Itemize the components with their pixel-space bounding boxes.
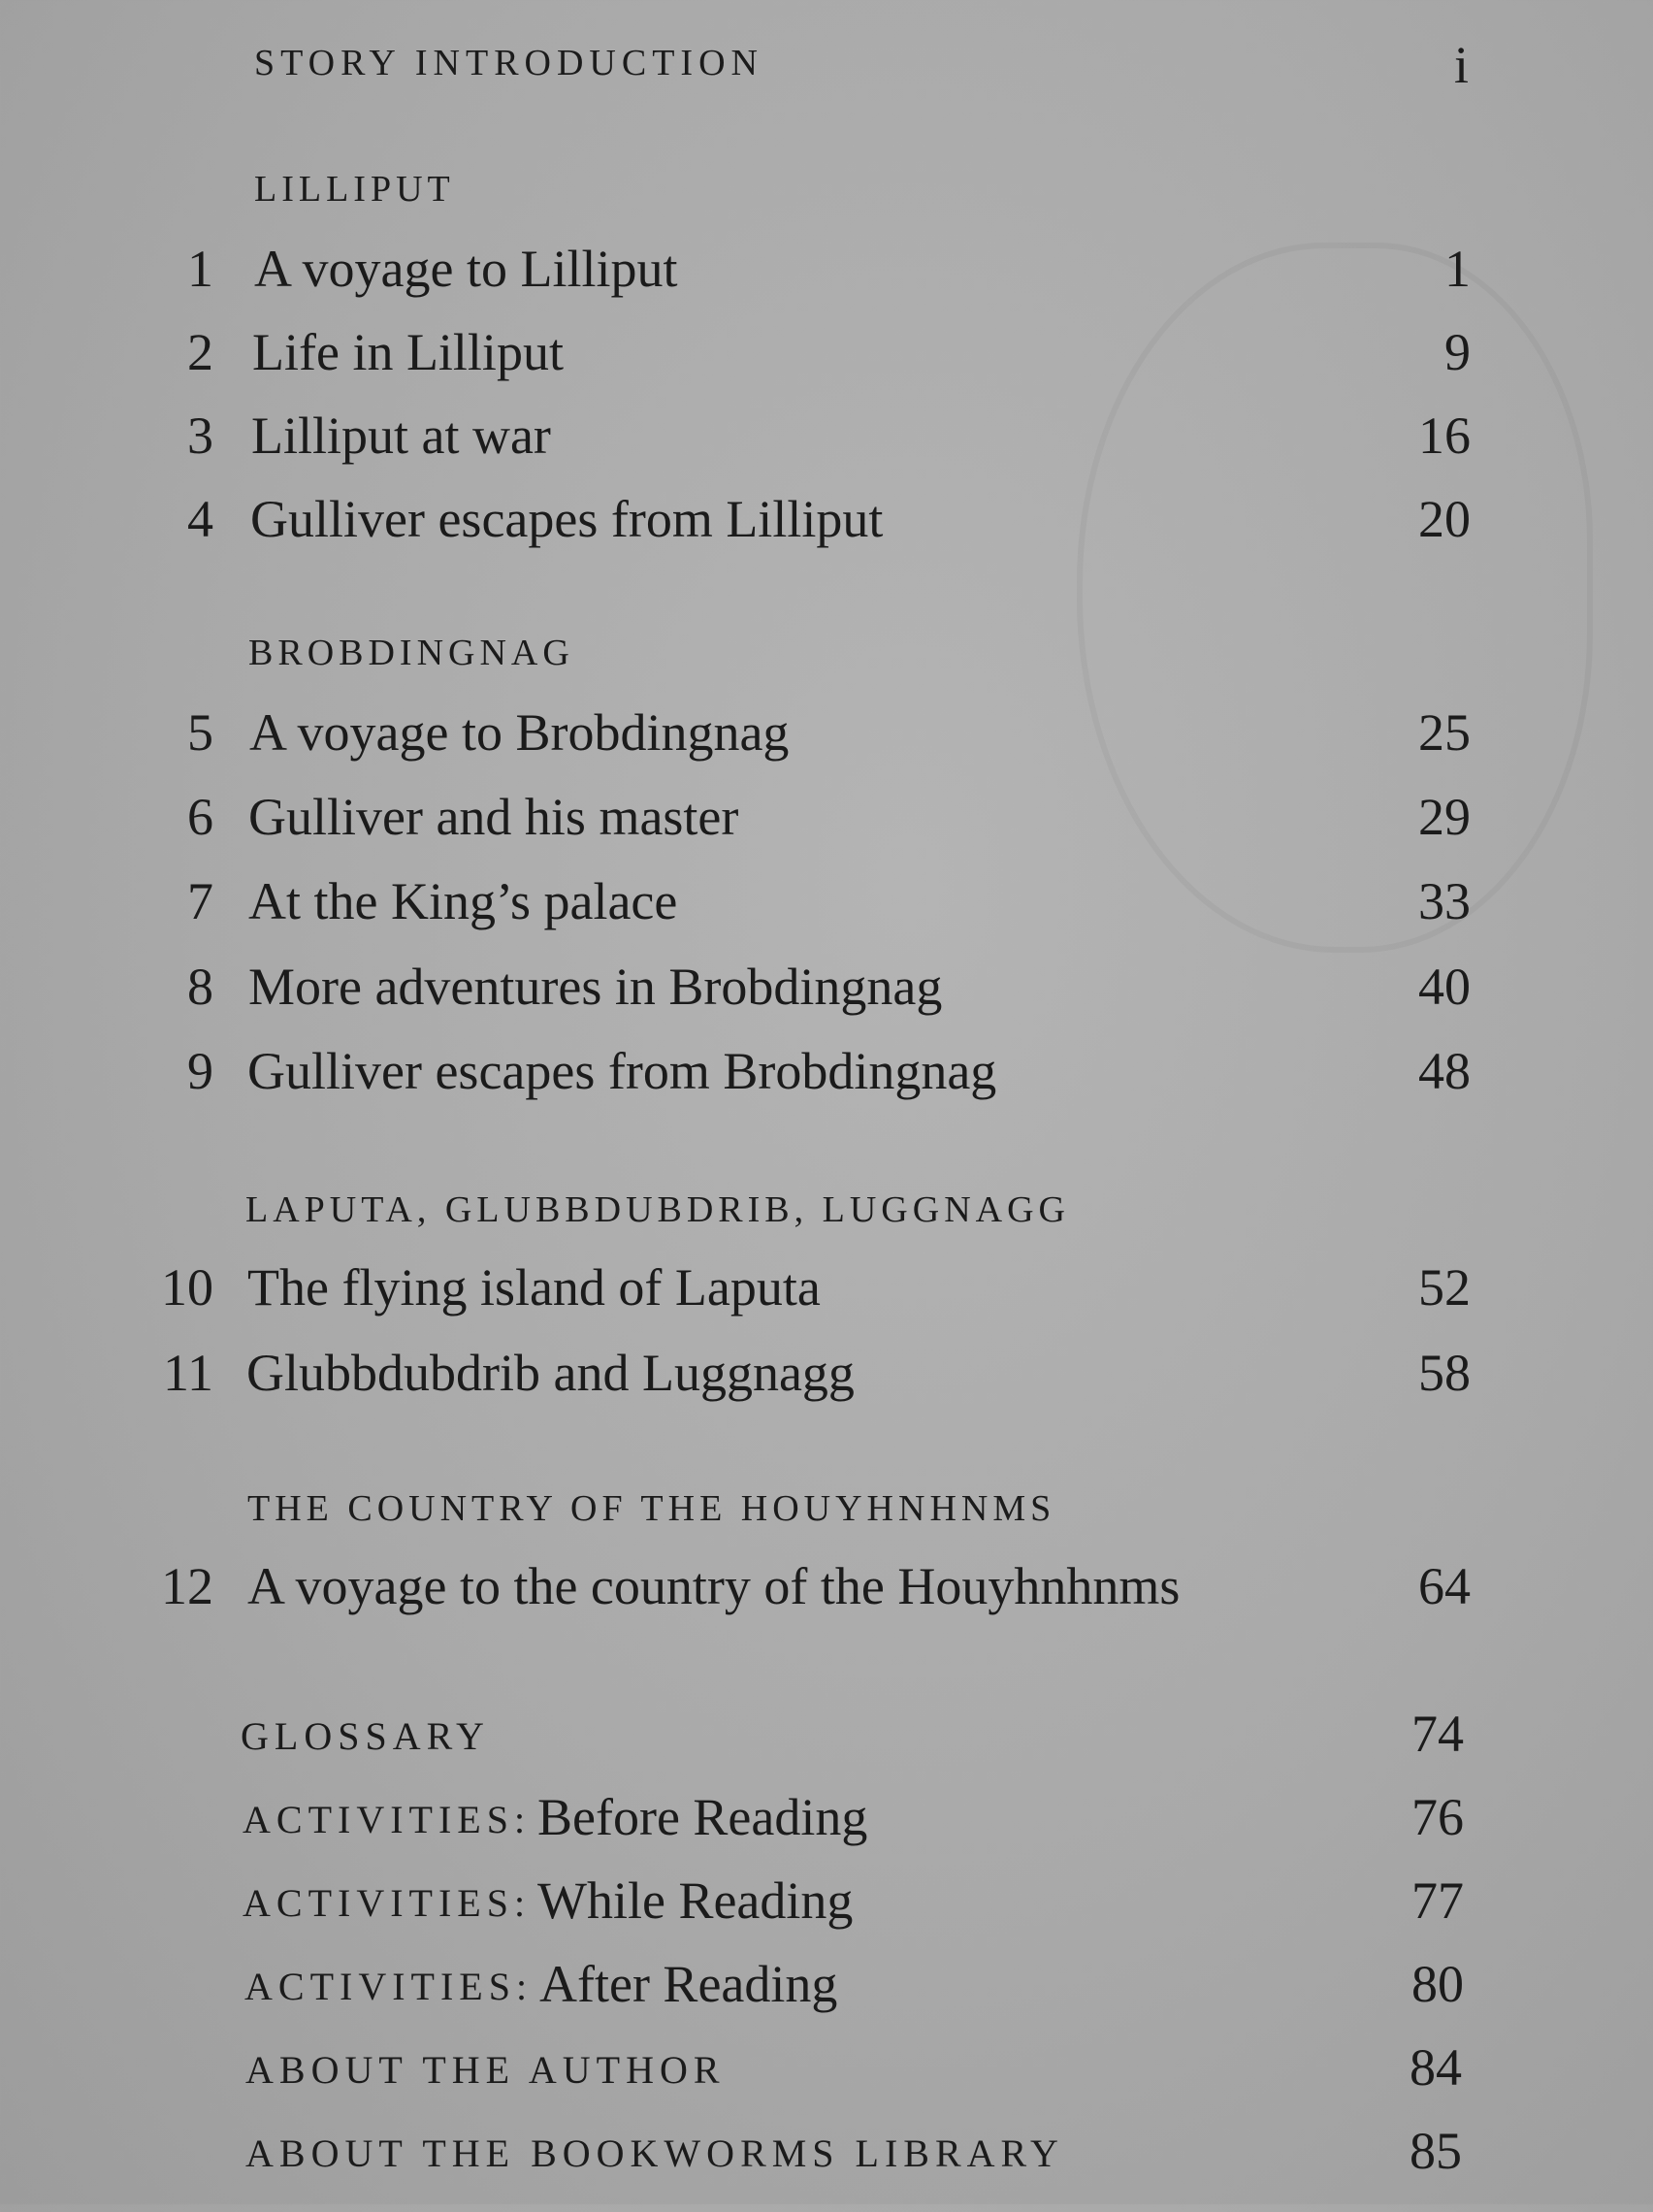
chapter-page: 25 (1418, 703, 1471, 762)
toc-chapter-row[interactable] (0, 240, 1653, 330)
chapter-title: A voyage to the country of the Houyhnhnms (247, 1557, 1181, 1615)
chapter-number: 9 (187, 1042, 213, 1100)
toc-chapter-row[interactable] (0, 409, 1653, 497)
chapter-title: A voyage to Lilliput (254, 240, 678, 298)
chapter-page: 29 (1418, 788, 1471, 846)
toc-chapter-row[interactable] (0, 788, 1653, 878)
backmatter-label: ACTIVITIES: (243, 1798, 532, 1841)
backmatter-title: After Reading (539, 1955, 838, 2013)
section-heading: LILLIPUT (254, 169, 455, 210)
chapter-number: 2 (187, 323, 213, 381)
backmatter-title: While Reading (537, 1871, 854, 1930)
chapter-page: 20 (1418, 490, 1471, 548)
backmatter-label: ACTIVITIES: (244, 1965, 534, 2008)
chapter-page: 40 (1418, 958, 1471, 1016)
chapter-page: 48 (1418, 1042, 1471, 1100)
chapter-title: At the King’s palace (248, 872, 678, 930)
chapter-number: 1 (187, 240, 213, 298)
backmatter-page: 77 (1411, 1871, 1464, 1930)
backmatter-label: GLOSSARY (241, 1714, 490, 1758)
chapter-title: Gulliver escapes from Brobdingnag (247, 1042, 997, 1100)
backmatter-label: ACTIVITIES: (243, 1881, 532, 1925)
chapter-page: 52 (1418, 1258, 1471, 1317)
chapter-title: A voyage to Brobdingnag (249, 703, 790, 762)
toc-chapter-row[interactable] (0, 1042, 1653, 1132)
toc-backmatter-row[interactable] (0, 2122, 1653, 2212)
toc-backmatter-row[interactable] (0, 1955, 1653, 2045)
chapter-number: 8 (187, 958, 213, 1016)
section-heading: LAPUTA, GLUBBDUBDRIB, LUGGNAGG (245, 1189, 1070, 1230)
backmatter-page: 85 (1410, 2122, 1462, 2180)
chapter-title: Gulliver and his master (248, 788, 739, 846)
chapter-title: Life in Lilliput (252, 323, 564, 381)
intro-label: STORY INTRODUCTION (254, 43, 763, 83)
chapter-number: 12 (161, 1557, 213, 1615)
backmatter-label: ABOUT THE AUTHOR (245, 2048, 726, 2092)
section-heading: THE COUNTRY OF THE HOUYHNHNMS (247, 1488, 1056, 1529)
chapter-number: 5 (187, 703, 213, 762)
toc-backmatter-row[interactable] (0, 1788, 1653, 1878)
toc-chapter-row[interactable] (0, 490, 1653, 580)
chapter-number: 7 (187, 872, 213, 930)
backmatter-title: Before Reading (537, 1788, 868, 1846)
chapter-title: Gulliver escapes from Lilliput (250, 490, 884, 548)
backmatter-page: 74 (1411, 1705, 1464, 1763)
section-heading-lilliput (0, 167, 1653, 254)
toc-chapter-row[interactable] (0, 1557, 1653, 1647)
toc-backmatter-row[interactable] (0, 1705, 1653, 1795)
backmatter-page: 76 (1411, 1788, 1464, 1846)
section-heading: BROBDINGNAG (248, 633, 574, 673)
toc-backmatter-row[interactable] (0, 2038, 1653, 2129)
chapter-page: 1 (1444, 240, 1471, 298)
chapter-page: 16 (1418, 407, 1471, 465)
chapter-number: 4 (187, 490, 213, 548)
toc-chapter-row[interactable] (0, 1344, 1653, 1434)
chapter-title: The flying island of Laputa (247, 1258, 821, 1317)
chapter-title: Glubbdubdrib and Luggnagg (246, 1344, 855, 1402)
chapter-number: 6 (187, 788, 213, 846)
chapter-page: 33 (1418, 872, 1471, 930)
backmatter-label: ABOUT THE BOOKWORMS LIBRARY (245, 2131, 1064, 2175)
toc-backmatter-row[interactable] (0, 1871, 1653, 1962)
toc-chapter-row[interactable] (0, 1258, 1653, 1349)
chapter-number: 10 (161, 1258, 213, 1317)
toc-intro-row[interactable] (0, 36, 1653, 126)
chapter-number: 11 (163, 1344, 213, 1402)
intro-page: i (1453, 36, 1469, 94)
backmatter-page: 84 (1410, 2038, 1462, 2097)
chapter-title: Lilliput at war (251, 407, 551, 465)
chapter-page: 9 (1444, 323, 1471, 381)
toc-chapter-row[interactable] (0, 703, 1653, 794)
chapter-page: 58 (1418, 1344, 1471, 1402)
toc-chapter-row[interactable] (0, 323, 1653, 413)
backmatter-page: 80 (1411, 1955, 1464, 2013)
chapter-title: More adventures in Brobdingnag (248, 958, 943, 1016)
chapter-page: 64 (1418, 1557, 1471, 1615)
toc-chapter-row[interactable] (0, 960, 1653, 1048)
chapter-number: 3 (187, 407, 213, 465)
section-heading-brobdingnag (0, 631, 1653, 718)
toc-chapter-row[interactable] (0, 872, 1653, 962)
